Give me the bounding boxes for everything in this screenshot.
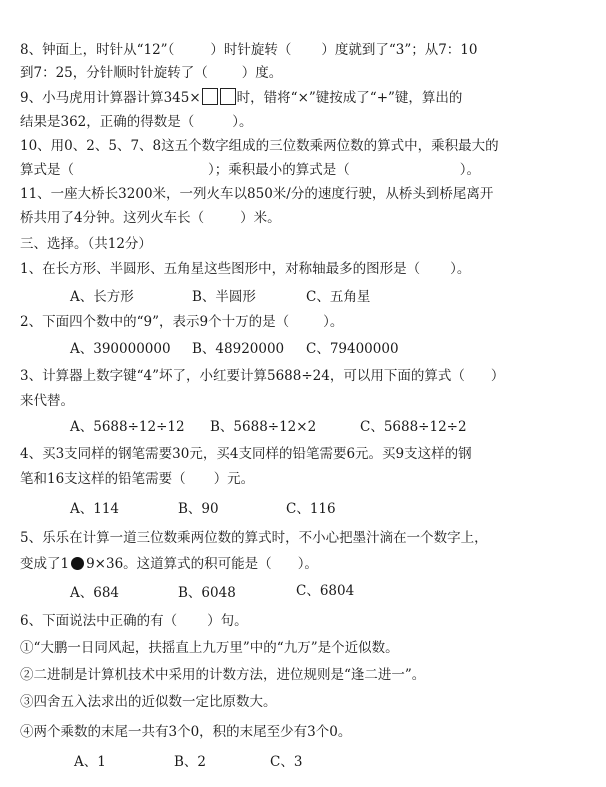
choice-6-statement-4: ④两个乘数的末尾一共有3个0，积的末尾至少有3个0。 bbox=[20, 724, 352, 740]
choice-5-stem-line2: 变成了1 9×36。这道算式的积可能是（ ）。 bbox=[20, 556, 318, 572]
choice-2-stem: 2、下面四个数中的“9”，表示9个十万的是（ ）。 bbox=[20, 314, 344, 330]
choice-5-option-a: A、684 bbox=[70, 585, 120, 601]
choice-2-option-c: C、79400000 bbox=[306, 341, 399, 357]
question-10-line1: 10、用0、2、5、7、8这五个数字组成的三位数乘两位数的算式中，乘积最大的 bbox=[20, 138, 499, 154]
choice-4-option-c: C、116 bbox=[286, 501, 336, 517]
choice-4-option-a: A、114 bbox=[70, 501, 120, 517]
choice-3-option-a: A、5688÷12÷12 bbox=[70, 419, 185, 435]
choice-3-option-b: B、5688÷12×2 bbox=[210, 419, 317, 435]
choice-6-statement-2: ②二进制是计算机技术中采用的计数方法，进位规则是“逢二进一”。 bbox=[20, 667, 426, 683]
section-title: 三、选择。（共12分） bbox=[20, 236, 152, 252]
choice-4-stem-line1: 4、买3支同样的钢笔需要30元，买4支同样的铅笔需要6元。买9支这样的钢 bbox=[20, 446, 472, 462]
choice-1-option-b: B、半圆形 bbox=[192, 289, 256, 305]
choice-3-option-c: C、5688÷12÷2 bbox=[360, 419, 467, 435]
choice-4-stem-line2: 笔和16支这样的铅笔需要（ ）元。 bbox=[20, 471, 255, 487]
choice-6-option-a: A、1 bbox=[74, 754, 106, 770]
choice-1-option-a: A、长方形 bbox=[70, 289, 134, 305]
choice-4-option-b: B、90 bbox=[178, 501, 219, 517]
question-10-line2: 算式是（ ）；乘积最小的算式是（ ）。 bbox=[20, 162, 480, 178]
choice-5-option-b: B、6048 bbox=[178, 585, 236, 601]
choice-1-option-c: C、五角星 bbox=[306, 289, 371, 305]
question-9-line2: 结果是362，正确的得数是（ ）。 bbox=[20, 114, 253, 130]
answer-box bbox=[220, 88, 236, 105]
choice-2-option-a: A、390000000 bbox=[70, 341, 171, 357]
question-8-line2: 到7：25，分针顺时针旋转了（ ）度。 bbox=[20, 65, 283, 81]
choice-6-statement-1: ①“大鹏一日同风起，扶摇直上九万里”中的“九万”是个近似数。 bbox=[20, 640, 399, 656]
question-11-line2: 桥共用了4分钟。这列火车长（ ）米。 bbox=[20, 210, 281, 226]
choice-6-stem: 6、下面说法中正确的有（ ）句。 bbox=[20, 613, 248, 629]
answer-box bbox=[202, 88, 218, 105]
choice-6-option-b: B、2 bbox=[174, 754, 207, 770]
choice-6-statement-3: ③四舍五入法求出的近似数一定比原数大。 bbox=[20, 694, 277, 710]
choice-6-option-c: C、3 bbox=[270, 754, 303, 770]
question-8-line1: 8、钟面上，时针从“12”（ ）时针旋转（ ）度就到了“3”；从7：10 bbox=[20, 42, 478, 58]
choice-5-stem-line1: 5、乐乐在计算一道三位数乘两位数的算式时，不小心把墨汁滴在一个数字上， bbox=[20, 530, 488, 546]
choice-1-stem: 1、在长方形、半圆形、五角星这些图形中，对称轴最多的图形是（ ）。 bbox=[20, 261, 471, 277]
choice-2-option-b: B、48920000 bbox=[192, 341, 285, 357]
choice-3-stem-line1: 3、计算器上数字键“4”坏了，小红要计算5688÷24，可以用下面的算式（ ） bbox=[20, 368, 505, 384]
question-11-line1: 11、一座大桥长3200米，一列火车以850米/分的速度行驶，从桥头到桥尾离开 bbox=[20, 186, 494, 202]
question-9-line1: 9、小马虎用计算器计算345× 时，错将“×”键按成了“+”键，算出的 bbox=[20, 90, 463, 106]
choice-3-stem-line2: 来代替。 bbox=[20, 393, 74, 409]
choice-5-option-c: C、6804 bbox=[296, 583, 355, 599]
ink-blot bbox=[71, 557, 84, 570]
